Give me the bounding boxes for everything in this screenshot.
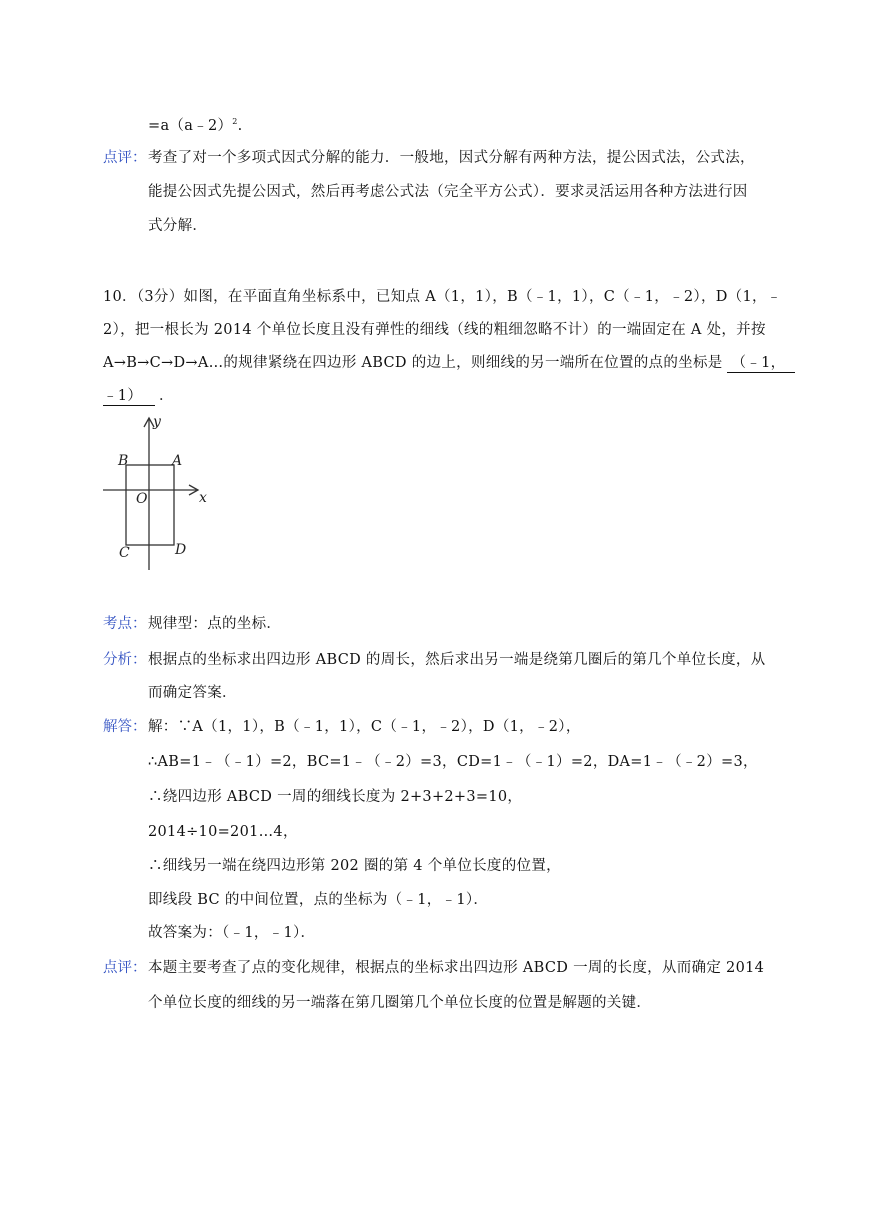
fenxi-line-1: 根据点的坐标求出四边形 ABCD 的周长，然后求出另一端是绕第几圈后的第几个单位长度，从 bbox=[148, 652, 766, 668]
origin-label: O bbox=[136, 491, 148, 507]
question-line-3 bbox=[103, 353, 795, 373]
jieda-line-2: ∴AB=1﹣（﹣1）=2，BC=1﹣（﹣2）=3，CD=1﹣（﹣1）=2，DA=1﹣（﹣2）=3， bbox=[148, 754, 758, 770]
jieda-line-5: ∴细线另一端在绕四边形第 202 圈的第 4 个单位长度的位置， bbox=[148, 858, 561, 874]
dianping-line-1: 本题主要考查了点的变化规律，根据点的坐标求出四边形 ABCD 一周的长度，从而确定 2014 bbox=[148, 960, 765, 976]
question-line-1: 10．（3分）如图，在平面直角坐标系中，已知点 A（1，1），B（﹣1，1），C（﹣1，﹣2），D（1，﹣ bbox=[103, 289, 782, 305]
point-a-label: A bbox=[172, 453, 183, 469]
jieda-line-1: 解：∵A（1，1），B（﹣1，1），C（﹣1，﹣2），D（1，﹣2）， bbox=[148, 719, 581, 735]
answer-blank-part-1: （﹣1， bbox=[727, 354, 795, 373]
rectangle-abcd bbox=[126, 465, 174, 545]
question-line-3-text: A→B→C→D→A…的规律紧绕在四边形 ABCD 的边上，则细线的另一端所在位置的点的坐标是 bbox=[103, 355, 723, 371]
previous-comment-tag: 点评： bbox=[103, 150, 147, 166]
fenxi-tag: 分析： bbox=[103, 652, 147, 668]
kaodian-tag: 考点： bbox=[103, 616, 147, 632]
previous-result-end: . bbox=[237, 118, 243, 134]
y-axis-label: y bbox=[153, 414, 161, 430]
previous-comment-line-2: 能提公因式先提公因式，然后再考虑公式法（完全平方公式）．要求灵活运用各种方法进行因 bbox=[148, 184, 748, 200]
point-b-label: B bbox=[118, 453, 129, 469]
dianping-line-2: 个单位长度的细线的另一端落在第几圈第几个单位长度的位置是解题的关键． bbox=[148, 995, 652, 1011]
previous-result-text: =a（a﹣2） bbox=[148, 118, 233, 134]
jieda-tag: 解答： bbox=[103, 719, 147, 735]
previous-comment-line-3: 式分解． bbox=[148, 218, 208, 234]
jieda-line-6: 即线段 BC 的中间位置，点的坐标为（﹣1，﹣1）． bbox=[148, 892, 489, 908]
jieda-line-3: ∴绕四边形 ABCD 一周的细线长度为 2+3+2+3=10， bbox=[148, 789, 523, 805]
point-d-label: D bbox=[175, 542, 187, 558]
previous-comment-line-1: 考查了对一个多项式因式分解的能力．一般地，因式分解有两种方法，提公因式法，公式法， bbox=[148, 150, 755, 166]
jieda-line-4: 2014÷10=201…4， bbox=[148, 824, 298, 840]
x-axis-label: x bbox=[199, 490, 207, 506]
previous-result-exponent: 2 bbox=[232, 117, 238, 126]
jieda-line-7: 故答案为：（﹣1，﹣1）． bbox=[148, 925, 316, 941]
answer-blank-part-2: ﹣1） bbox=[103, 387, 155, 406]
previous-result bbox=[148, 112, 243, 136]
coordinate-figure bbox=[100, 410, 220, 575]
question-line-4 bbox=[103, 386, 174, 406]
fenxi-line-2: 而确定答案． bbox=[148, 685, 237, 701]
dianping-tag: 点评： bbox=[103, 960, 147, 976]
coordinate-figure-svg bbox=[100, 410, 220, 575]
point-c-label: C bbox=[119, 545, 130, 561]
question-line-2: 2），把一根长为 2014 个单位长度且没有弹性的细线（线的粗细忽略不计）的一端固定在 A 处，并按 bbox=[103, 322, 766, 338]
question-line-4-end: ． bbox=[159, 388, 174, 404]
kaodian-text: 规律型：点的坐标． bbox=[148, 616, 282, 632]
